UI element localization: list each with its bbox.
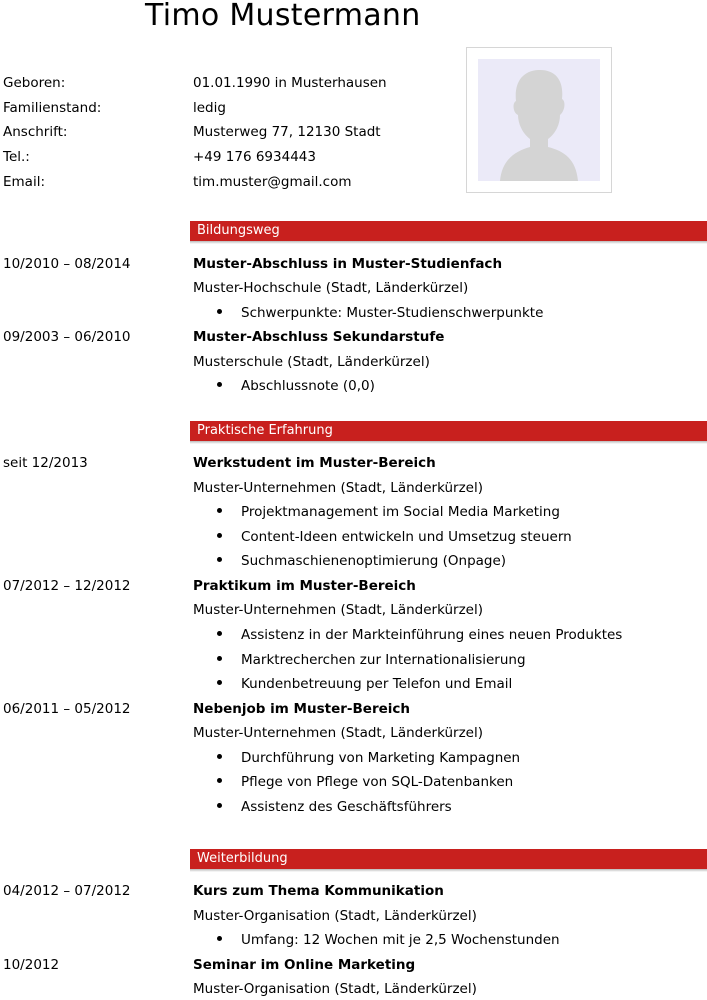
bullet-dot-icon — [217, 508, 222, 513]
bullet-dot-icon — [217, 533, 222, 538]
value-address: Musterweg 77, 12130 Stadt — [193, 124, 381, 140]
list-item-text: Umfang: 12 Wochen mit je 2,5 Wochenstunden — [241, 932, 560, 948]
bullet-dot-icon — [217, 309, 222, 314]
person-silhouette-icon — [478, 59, 600, 181]
entry-title: Werkstudent im Muster-Bereich — [193, 455, 436, 471]
list-item-text: Assistenz in der Markteinführung eines neuen Produktes — [241, 627, 623, 643]
bullet-dot-icon — [217, 778, 222, 783]
value-phone: +49 176 6934443 — [193, 149, 316, 165]
value-email: tim.muster@gmail.com — [193, 174, 352, 190]
list-item-text: Projektmanagement im Social Media Marketing — [241, 504, 560, 520]
bullet-dot-icon — [217, 656, 222, 661]
entry-title: Praktikum im Muster-Bereich — [193, 578, 416, 594]
list-item-text: Content-Ideen entwickeln und Umsetzug steuern — [241, 529, 572, 545]
entry-title: Kurs zum Thema Kommunikation — [193, 883, 444, 899]
entry-place: Muster-Unternehmen (Stadt, Länderkürzel) — [193, 602, 484, 618]
list-item-text: Assistenz des Geschäftsführers — [241, 799, 452, 815]
list-item-text: Kundenbetreuung per Telefon und Email — [241, 676, 513, 692]
list-item-text: Abschlussnote (0,0) — [241, 378, 375, 394]
bullet-dot-icon — [217, 754, 222, 759]
list-item — [217, 774, 514, 790]
list-item-text: Durchführung von Marketing Kampagnen — [241, 750, 521, 766]
entry-title: Muster-Abschluss in Muster-Studienfach — [193, 256, 503, 272]
entry-place: Muster-Organisation (Stadt, Länderkürzel) — [193, 908, 477, 924]
entry-title: Muster-Abschluss Sekundarstufe — [193, 329, 445, 345]
entry-title: Nebenjob im Muster-Bereich — [193, 701, 410, 717]
entry-date: seit 12/2013 — [3, 455, 88, 471]
entry-date: 10/2010 – 08/2014 — [3, 256, 131, 272]
list-item — [217, 627, 623, 643]
value-marital-status: ledig — [193, 100, 226, 116]
list-item — [217, 504, 560, 520]
section-heading-education: Bildungsweg — [190, 221, 707, 241]
section-heading-training: Weiterbildung — [190, 849, 707, 869]
section-heading-experience: Praktische Erfahrung — [190, 421, 707, 441]
label-email: Email: — [3, 174, 46, 190]
label-marital-status: Familienstand: — [3, 100, 102, 116]
entry-date: 07/2012 – 12/2012 — [3, 578, 131, 594]
bullet-dot-icon — [217, 382, 222, 387]
list-item — [217, 305, 544, 321]
list-item — [217, 652, 526, 668]
list-item — [217, 553, 507, 569]
entry-place: Muster-Hochschule (Stadt, Länderkürzel) — [193, 280, 469, 296]
list-item-text: Suchmaschienenoptimierung (Onpage) — [241, 553, 507, 569]
value-birth: 01.01.1990 in Musterhausen — [193, 75, 387, 91]
list-item — [217, 750, 521, 766]
label-address: Anschrift: — [3, 124, 68, 140]
entry-date: 09/2003 – 06/2010 — [3, 329, 131, 345]
bullet-dot-icon — [217, 803, 222, 808]
entry-place: Musterschule (Stadt, Länderkürzel) — [193, 354, 430, 370]
list-item — [217, 676, 513, 692]
entry-date: 10/2012 — [3, 957, 60, 973]
list-item-text: Schwerpunkte: Muster-Studienschwerpunkte — [241, 305, 544, 321]
profile-photo — [466, 47, 612, 193]
list-item — [217, 799, 452, 815]
label-phone: Tel.: — [3, 149, 30, 165]
entry-title: Seminar im Online Marketing — [193, 957, 416, 973]
bullet-dot-icon — [217, 680, 222, 685]
list-item-text: Marktrecherchen zur Internationalisierung — [241, 652, 526, 668]
bullet-dot-icon — [217, 936, 222, 941]
entry-place: Muster-Unternehmen (Stadt, Länderkürzel) — [193, 480, 484, 496]
entry-date: 06/2011 – 05/2012 — [3, 701, 131, 717]
bullet-dot-icon — [217, 557, 222, 562]
list-item — [217, 378, 375, 394]
page-title: Timo Mustermann — [145, 0, 421, 33]
entry-place: Muster-Unternehmen (Stadt, Länderkürzel) — [193, 725, 484, 741]
label-birth: Geboren: — [3, 75, 66, 91]
bullet-dot-icon — [217, 631, 222, 636]
entry-date: 04/2012 – 07/2012 — [3, 883, 131, 899]
list-item — [217, 529, 572, 545]
list-item-text: Pflege von Pflege von SQL-Datenbanken — [241, 774, 514, 790]
list-item — [217, 932, 560, 948]
entry-place: Muster-Organisation (Stadt, Länderkürzel) — [193, 981, 477, 997]
